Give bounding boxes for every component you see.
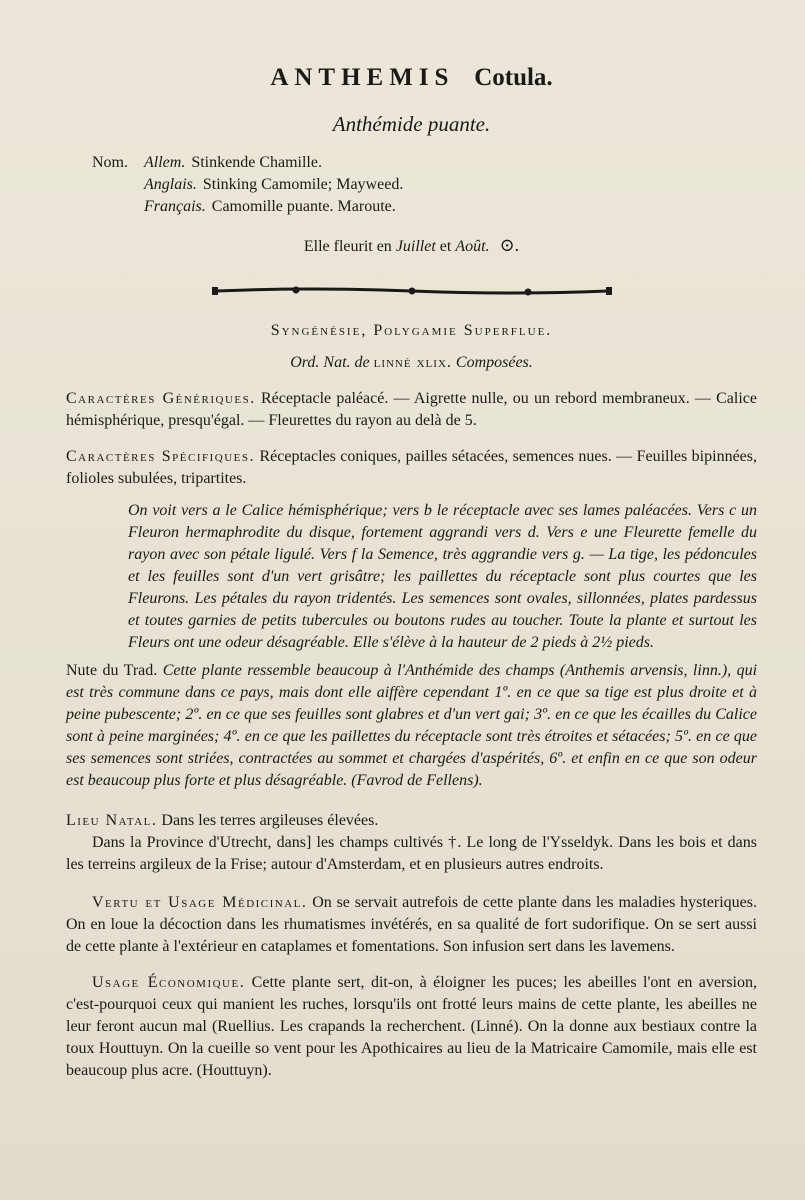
vernacular-name: Camomille puante. Maroute. xyxy=(211,198,396,215)
medicinal-use xyxy=(66,892,757,958)
page-title xyxy=(66,0,757,96)
section-text: On se servait autrefois de cette plante dans les maladies hysteriques. On en loue la décoction dans les rhumatismes invétérés, en sa qualité de fort sudorifique. On se sert aussi de cette plante à l'extérieur en cataplames et fomentations. Son infusion sert dans les lavemens. xyxy=(66,894,757,955)
native-place xyxy=(66,810,757,832)
name-row xyxy=(92,152,757,174)
section-heading: Vertu et Usage Médicinal. xyxy=(92,894,308,911)
natural-order xyxy=(66,352,757,374)
language-label: Français. xyxy=(144,198,206,215)
name-row xyxy=(92,196,757,218)
section-heading: Caractères Génériques. xyxy=(66,390,256,407)
specific-characters xyxy=(66,446,757,490)
language-label: Anglais. xyxy=(144,176,197,193)
section-heading: Usage Économique. xyxy=(92,974,246,991)
section-heading: Caractères Spécifiques. xyxy=(66,448,256,465)
ornamental-divider xyxy=(212,284,612,298)
vernacular-name: Stinking Camomile; Mayweed. xyxy=(202,176,404,193)
annual-symbol: ⊙. xyxy=(499,235,520,255)
order-text: Ord. Nat. de xyxy=(290,354,370,371)
note-text: Cette plante ressemble beaucoup à l'Anthémide des champs (Anthemis arvensis, linn.), qui est très commune dans ce pays, mais dont elle aiffère cependant 1º. en ce que sa tige est plus droite et à peine pubescente; 2º. en ce que ses feuilles sont glabres et d'un vert gai; 3º. en ce que les écailles du Calice sont à peine marginées; 4º. en ce que les paillettes du réceptacle sont très étroites et sétacées; 5º. en ce que ses semences sont striées, contractées au sommet et chargées d'aspérités, 6º. et enfin en ce que son odeur est beaucoup plus forte et plus désagréable. (Favrod de Fellens). xyxy=(66,662,758,789)
names-lead: Nom. xyxy=(92,154,128,171)
order-text: Composées. xyxy=(455,354,533,371)
note-label: Nute du Trad. xyxy=(66,662,158,679)
classification: Syngénésie, Polygamie Superflue. xyxy=(270,322,553,339)
species-name: Cotula. xyxy=(474,64,553,91)
bloom-month: Août. xyxy=(455,238,490,255)
plate-description: On voit vers a le Calice hémisphérique; vers b le réceptacle avec ses lames paléacées. Vers c un Fleuron hermaphrodite du disque, fortement aggrandi vers d. Vers e une Fleurette femelle du rayon avec son pétale ligulé. Vers f la Semence, très aggrandie vers g. — La tige, les pédoncules et les feuilles sont d'un vert grisâtre; les paillettes du réceptacle sont plus courtes que les Fleurons. Les pétales du rayon tridentés. Les semences sont ovales, sillonnées, plates pardessus et toutes garnies de petits tubercules ou boutons rudes au toucher. Toute la plante et surtout les Fleurs ont une odeur désagréable. Elle s'élève à la hauteur de 2 pieds à 2½ pieds. xyxy=(128,502,757,651)
common-name: Anthémide puante. xyxy=(332,112,491,136)
section-text: Réceptacles coniques, pailles sétacées, semences nues. — Feuilles bipinnées, folioles subulées, tripartites. xyxy=(66,448,758,487)
native-place-detail: Dans la Province d'Utrecht, dans] les champs cultivés †. Le long de l'Ysseldyk. Dans les bois et dans les terreins argileux de la Frise; autour d'Amsterdam, et en plusieurs autres endroits. xyxy=(66,834,757,873)
economic-use xyxy=(66,972,757,1082)
section-text: Dans les terres argileuses élevées. xyxy=(161,812,379,829)
language-label: Allem. xyxy=(144,154,186,171)
vernacular-names xyxy=(92,152,757,218)
section-heading: Lieu Natal. xyxy=(66,812,158,829)
translator-note xyxy=(66,660,757,792)
section-text: Cette plante sert, dit-on, à éloigner les puces; les abeilles l'ont en aversion, c'est-pourquoi ceux qui manient les ruches, lorsqu'ils ont frotté leurs mains de cette plante, les abeilles ne leur feront aucun mal (Ruellius. Les crapands la recherchent. (Linné). On la donne aux bestiaux contre la toux Houttuyn. On la cueille so vent pour les Apothicaires au lieu de la Matricaire Camomile, mais elle est beaucoup plus acre. (Houttuyn). xyxy=(66,974,758,1079)
name-row xyxy=(92,174,757,196)
genus-name: ANTHEMIS xyxy=(270,64,455,91)
section-text: Réceptacle paléacé. — Aigrette nulle, ou un rebord membraneux. — Calice hémisphérique, presqu'égal. — Fleurettes du rayon au delà de 5. xyxy=(66,390,757,429)
bloom-month: Juillet xyxy=(395,238,436,255)
flowering-time xyxy=(66,234,757,258)
generic-characters xyxy=(66,388,757,432)
bloom-text: et xyxy=(439,238,452,255)
vernacular-name: Stinkende Chamille. xyxy=(191,154,322,171)
order-author: linné xlix. xyxy=(373,354,452,371)
bloom-text: Elle fleurit en xyxy=(303,238,392,255)
